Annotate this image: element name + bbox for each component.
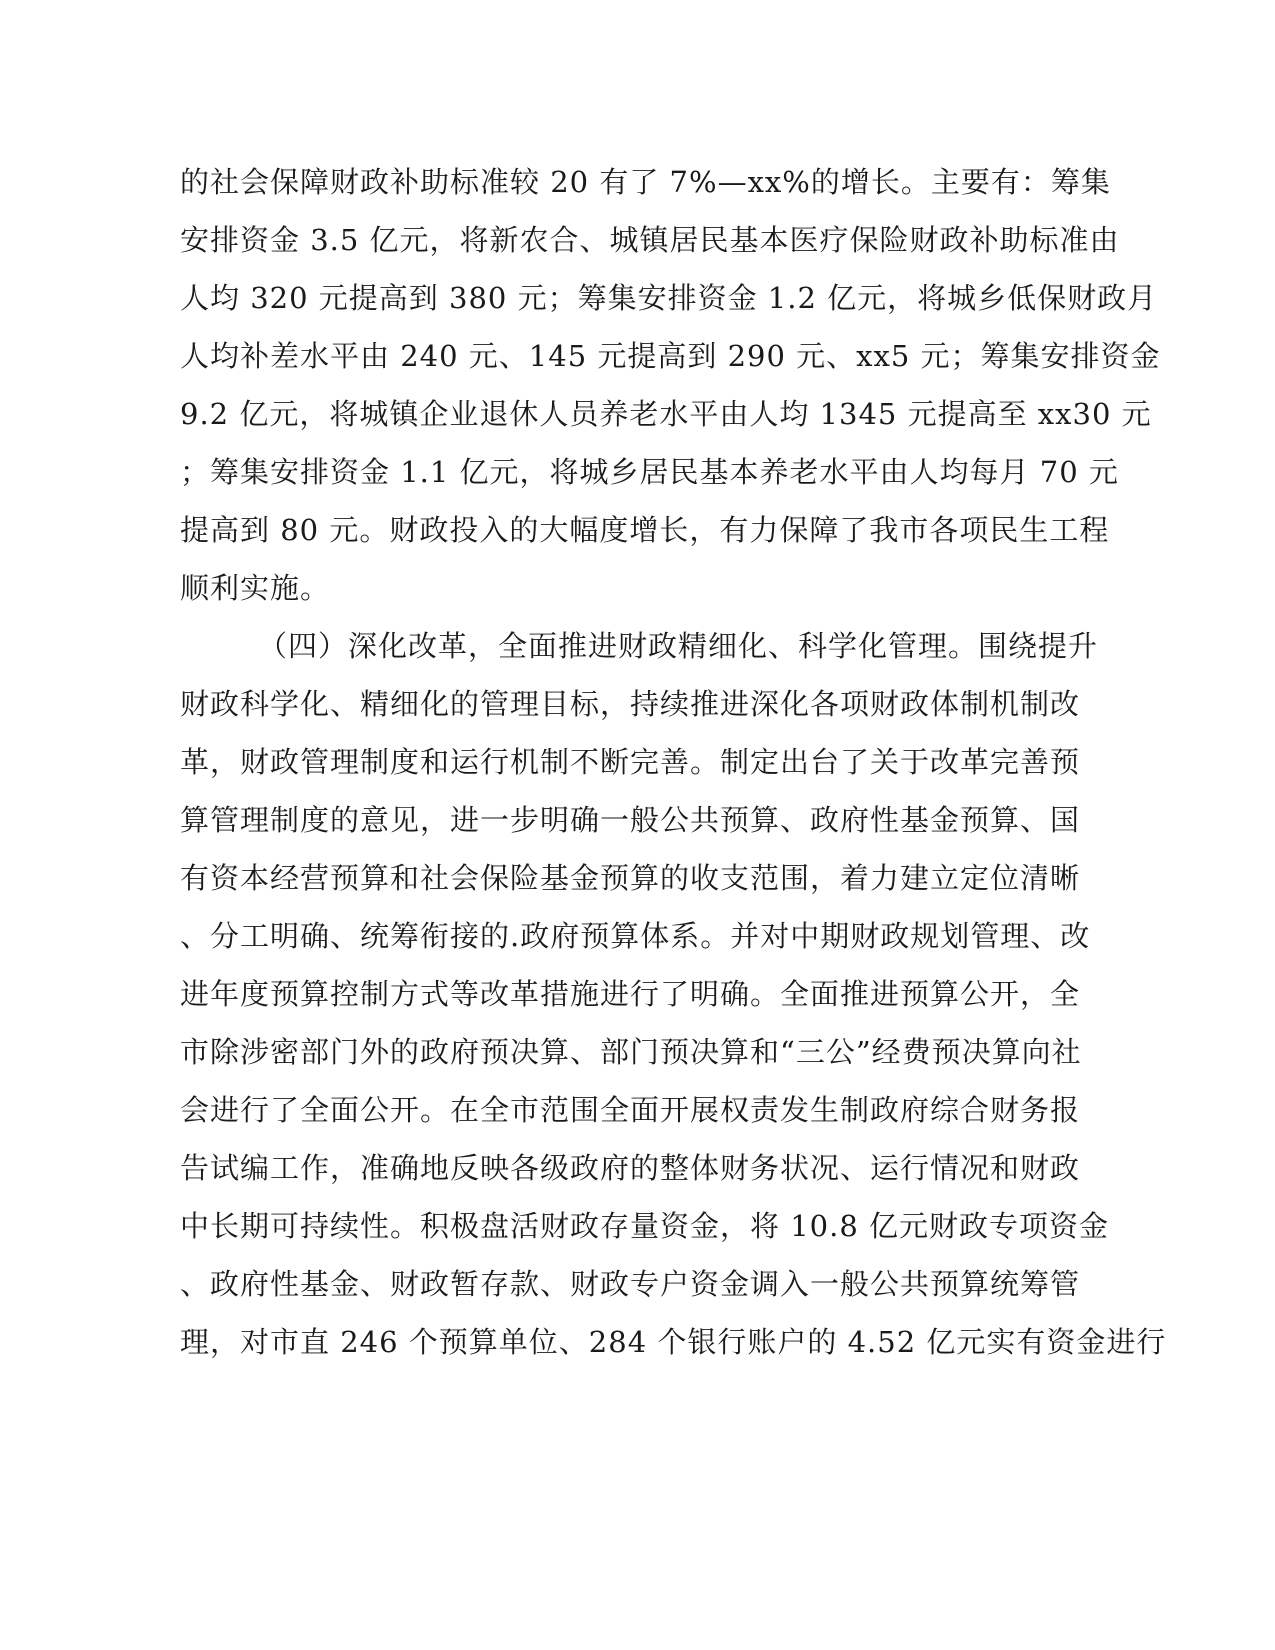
text-line: 理，对市直 246 个预算单位、284 个银行账户的 4.52 亿元实有资金进行: [180, 1325, 1167, 1359]
text-line: 革，财政管理制度和运行机制不断完善。制定出台了关于改革完善预: [180, 745, 1081, 779]
text-line: 会进行了全面公开。在全市范围全面开展权责发生制政府综合财务报: [180, 1093, 1081, 1127]
text-line: 财政科学化、精细化的管理目标，持续推进深化各项财政体制机制改: [180, 687, 1081, 721]
text-line: 安排资金 3.5 亿元，将新农合、城镇居民基本医疗保险财政补助标准由: [180, 223, 1120, 257]
text-line: 算管理制度的意见，进一步明确一般公共预算、政府性基金预算、国: [180, 803, 1081, 837]
text-line: 市除涉密部门外的政府预决算、部门预决算和“三公”经费预决算向社: [180, 1035, 1082, 1069]
text-line: 9.2 亿元，将城镇企业退休人员养老水平由人均 1345 元提高至 xx30 元: [180, 397, 1152, 431]
text-line: 、分工明确、统筹衔接的.政府预算体系。并对中期财政规划管理、改: [180, 919, 1091, 953]
text-line: 人均 320 元提高到 380 元；筹集安排资金 1.2 亿元，将城乡低保财政月: [180, 281, 1158, 315]
text-line: 有资本经营预算和社会保险基金预算的收支范围，着力建立定位清晰: [180, 861, 1081, 895]
text-line: 的社会保障财政补助标准较 20 有了 7%—xx%的增长。主要有：筹集: [180, 165, 1111, 199]
text-line: 中长期可持续性。积极盘活财政存量资金，将 10.8 亿元财政专项资金: [180, 1209, 1110, 1243]
text-line: 告试编工作，准确地反映各级政府的整体财务状况、运行情况和财政: [180, 1151, 1081, 1185]
text-line: ；筹集安排资金 1.1 亿元，将城乡居民基本养老水平由人均每月 70 元: [180, 455, 1119, 489]
section-heading-line: （四）深化改革，全面推进财政精细化、科学化管理。围绕提升: [258, 629, 1099, 663]
text-line: 提高到 80 元。财政投入的大幅度增长，有力保障了我市各项民生工程: [180, 513, 1110, 547]
text-line: 顺利实施。: [180, 571, 331, 605]
text-line: 人均补差水平由 240 元、145 元提高到 290 元、xx5 元；筹集安排资金: [180, 339, 1161, 373]
text-line: 、政府性基金、财政暂存款、财政专户资金调入一般公共预算统筹管: [180, 1267, 1081, 1301]
text-line: 进年度预算控制方式等改革措施进行了明确。全面推进预算公开，全: [180, 977, 1081, 1011]
